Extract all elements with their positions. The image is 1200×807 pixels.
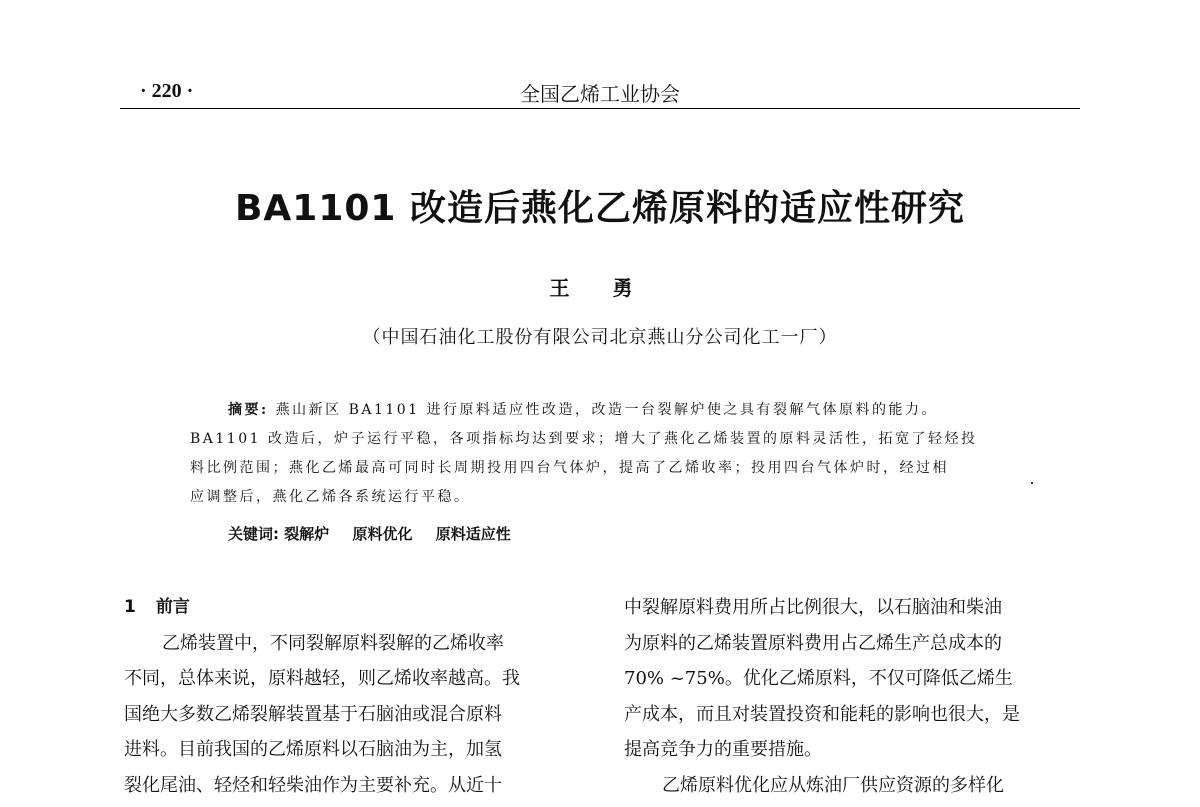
header-rule	[120, 108, 1080, 109]
keyword: 原料适应性	[435, 525, 511, 543]
section-title: 前言	[155, 597, 190, 617]
body-line: 提高竞争力的重要措施。	[624, 739, 822, 760]
keywords	[228, 523, 1028, 544]
keyword: 原料优化	[352, 525, 413, 543]
body-line: 乙烯原料优化应从炼油厂供应资源的多样化	[662, 774, 1004, 796]
author-affiliation: （中国石油化工股份有限公司北京燕山分公司化工一厂）	[362, 327, 838, 348]
body-line: 中裂解原料费用所占比例很大，以石脑油和柴油	[624, 597, 1002, 618]
section-number: 1	[124, 597, 136, 617]
body-line: 产成本，而且对装置投资和能耗的影响也很大，是	[624, 703, 1020, 725]
page-number: · 220 ·	[140, 80, 194, 102]
author-name: 王 勇	[549, 276, 651, 300]
running-header	[120, 78, 1080, 108]
body-line: 不同，总体来说，原料越轻，则乙烯收率越高。我	[124, 668, 520, 689]
right-column	[624, 590, 1079, 803]
body-line: 乙烯装置中，不同裂解原料裂解的乙烯收率	[162, 632, 504, 654]
body-line: 进料。目前我国的乙烯原料以石脑油为主，加氢	[124, 739, 502, 760]
abstract-label: 摘要:	[228, 402, 269, 418]
abstract	[190, 396, 1030, 512]
body-line: 70% ~75%。优化乙烯原料，不仅可降低乙烯生	[624, 668, 1013, 689]
journal-name: 全国乙烯工业协会	[520, 82, 680, 106]
keywords-label: 关键词:	[228, 525, 279, 543]
keyword: 裂解炉	[284, 525, 330, 543]
body-line: 为原料的乙烯装置原料费用占乙烯生产总成本的	[624, 632, 1002, 654]
paper-title: BA1101 改造后燕化乙烯原料的适应性研究	[234, 188, 966, 229]
body-line: 裂化尾油、轻烃和轻柴油作为主要补充。从近十	[124, 774, 502, 796]
left-column	[124, 590, 579, 803]
abstract-line: 料比例范围；燕化乙烯最高可同时长周期投用四台气体炉，提高了乙烯收率；投用四台气体炉时，经过相	[190, 460, 949, 476]
abstract-line: 应调整后，燕化乙烯各系统运行平稳。	[190, 489, 471, 505]
abstract-line: 摘要: 燕山新区 BA1101 进行原料适应性改造，改造一台裂解炉使之具有裂解气体原料的能力。	[228, 402, 939, 418]
scan-speck	[1031, 482, 1033, 484]
section-heading	[124, 590, 579, 626]
body-line: 国绝大多数乙烯裂解装置基于石脑油或混合原料	[124, 703, 502, 725]
abstract-line: BA1101 改造后，炉子运行平稳，各项指标均达到要求；增大了燕化乙烯装置的原料灵活性，拓宽了轻烃投	[190, 431, 978, 447]
